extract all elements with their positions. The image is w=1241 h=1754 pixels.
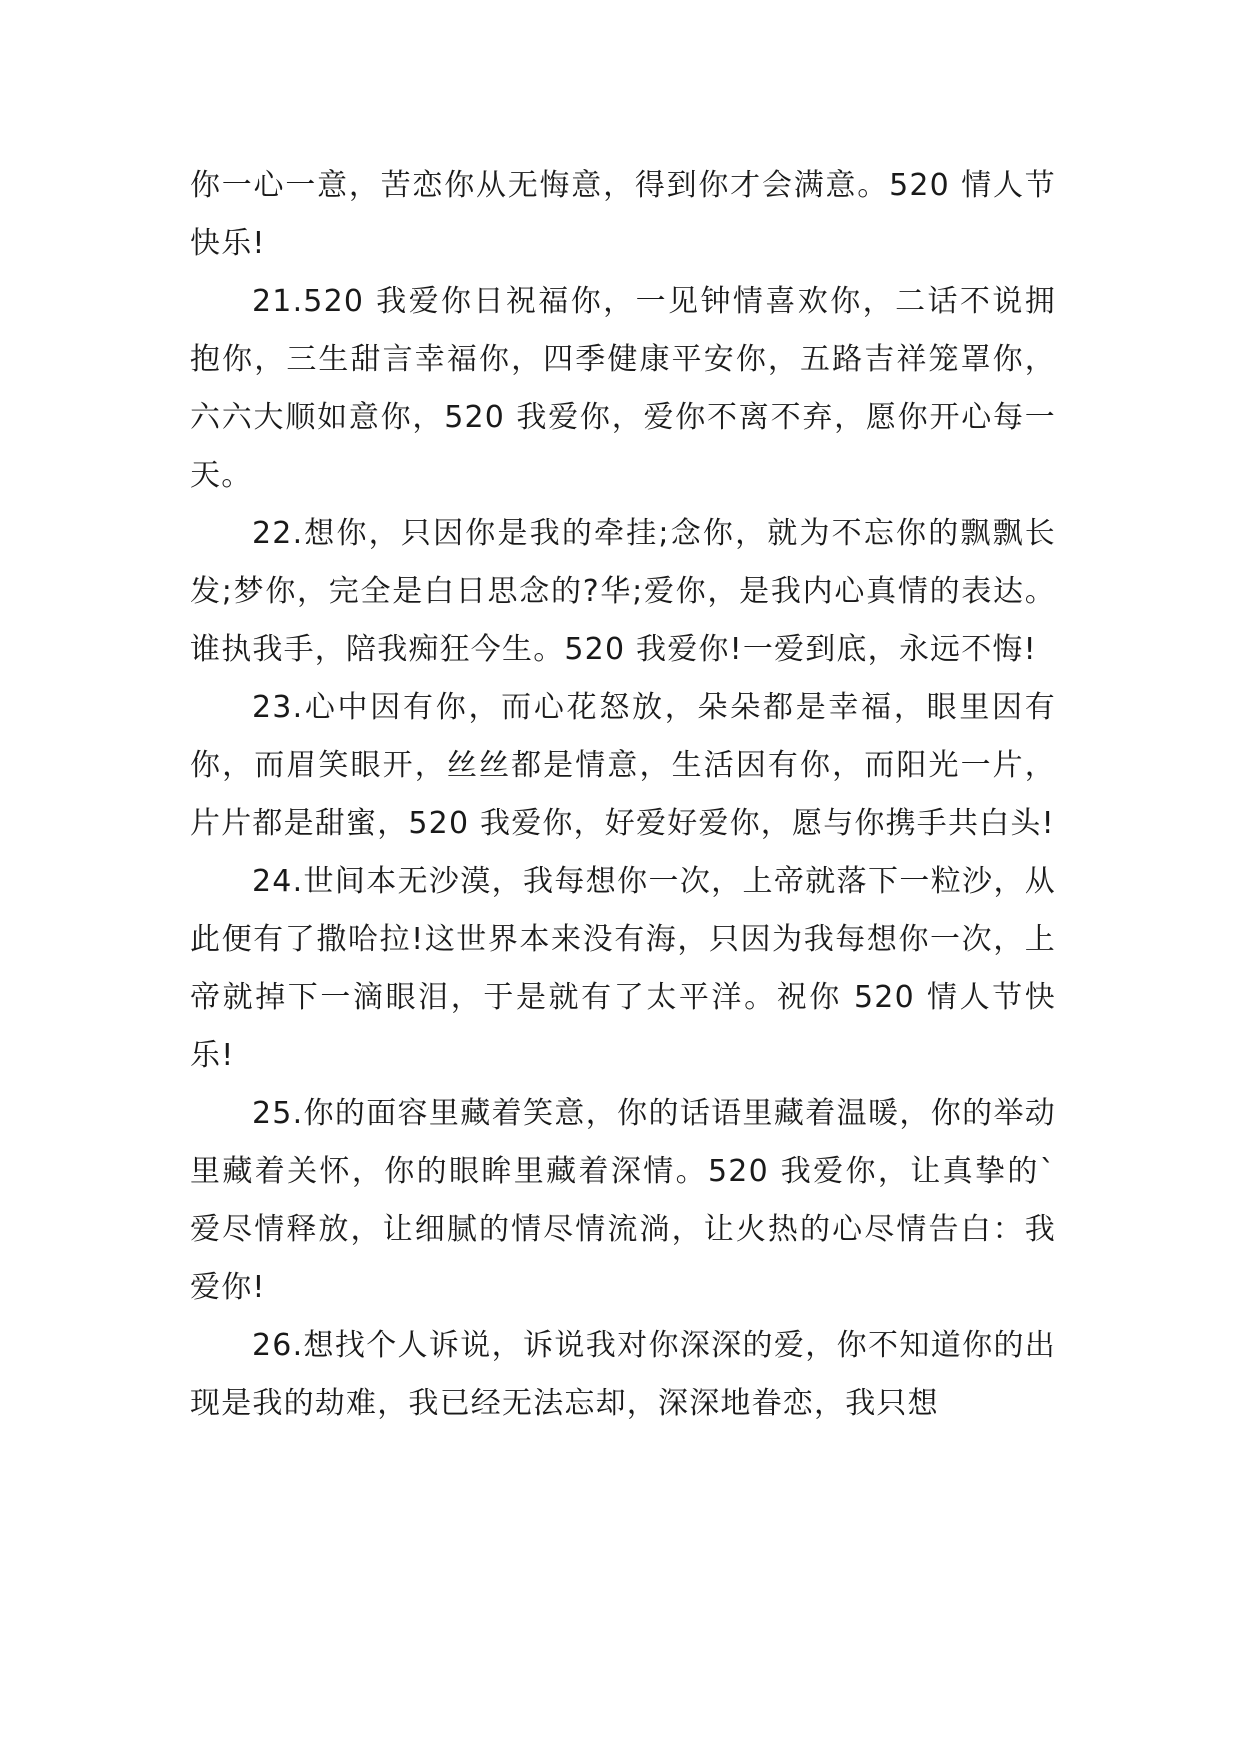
document-body	[190, 157, 1056, 1433]
paragraph-22: 22.想你，只因你是我的牵挂;念你，就为不忘你的飘飘长发;梦你，完全是白日思念的?华;爱你，是我内心真情的表达。谁执我手，陪我痴狂今生。520 我爱你!一爱到底，永远不悔!	[190, 516, 1056, 667]
paragraph-continuation: 你一心一意，苦恋你从无悔意，得到你才会满意。520 情人节快乐!	[190, 168, 1056, 261]
paragraph-24: 24.世间本无沙漠，我每想你一次，上帝就落下一粒沙，从此便有了撒哈拉!这世界本来没有海，只因为我每想你一次，上帝就掉下一滴眼泪，于是就有了太平洋。祝你 520 情人节快乐!	[190, 864, 1056, 1073]
paragraph-23: 23.心中因有你，而心花怒放，朵朵都是幸福，眼里因有你，而眉笑眼开，丝丝都是情意，生活因有你，而阳光一片，片片都是甜蜜，520 我爱你，好爱好爱你，愿与你携手共白头!	[190, 690, 1056, 841]
paragraph-21: 21.520 我爱你日祝福你，一见钟情喜欢你，二话不说拥抱你，三生甜言幸福你，四季健康平安你，五路吉祥笼罩你，六六大顺如意你，520 我爱你，爱你不离不弃，愿你开心每一天。	[190, 284, 1056, 493]
paragraph-26: 26.想找个人诉说，诉说我对你深深的爱，你不知道你的出现是我的劫难，我已经无法忘却，深深地眷恋，我只想	[190, 1328, 1056, 1421]
paragraph-25: 25.你的面容里藏着笑意，你的话语里藏着温暖，你的举动里藏着关怀，你的眼眸里藏着深情。520 我爱你，让真挚的`爱尽情释放，让细腻的情尽情流淌，让火热的心尽情告白：我爱你!	[190, 1096, 1056, 1305]
